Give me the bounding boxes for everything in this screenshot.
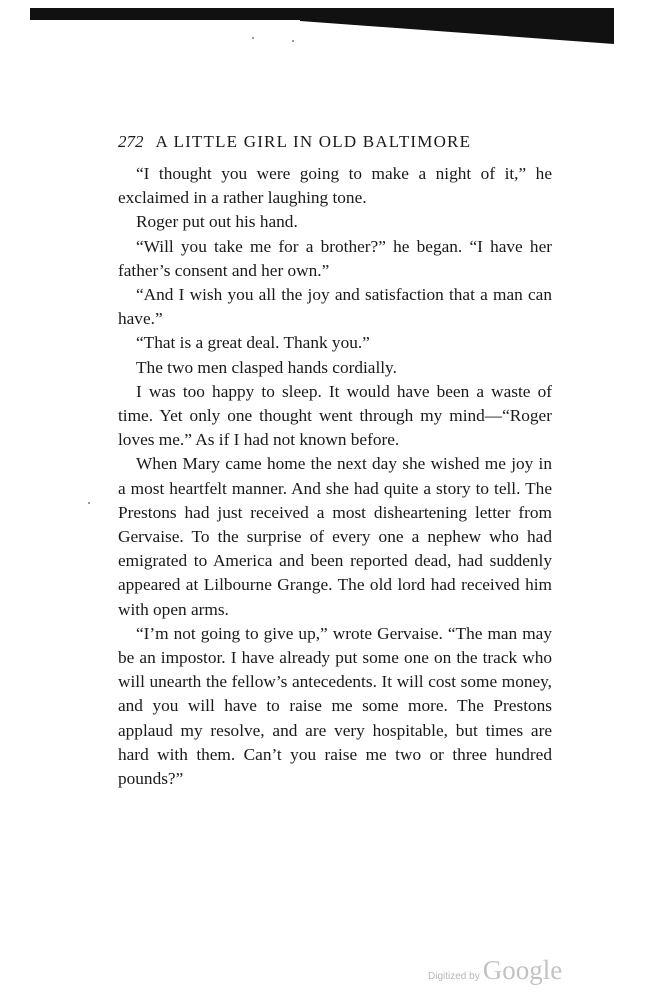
book-page	[118, 132, 552, 791]
scan-edge-shadow	[300, 8, 614, 44]
scan-speck	[252, 37, 254, 39]
scan-speck	[88, 502, 90, 504]
paragraph: I was too happy to sleep. It would have been a waste of time. Yet only one thought went through my mind—“Roger loves me.” As if I had not known before.	[118, 381, 552, 450]
paragraph: “I thought you were going to make a night of it,” he exclaimed in a rather laughing tone.	[118, 164, 552, 208]
paragraph: When Mary came home the next day she wished me joy in a most heartfelt manner. And she had quite a story to tell. The Prestons had just received a most disheartening letter from Gervaise. To the surprise of every one a nephew who had emigrated to America and been reported dead, had suddenly appeared at Lilbourne Grange. The old lord had received him with open arms.	[118, 454, 552, 619]
scan-speck	[292, 40, 294, 42]
paragraph: Roger put out his hand.	[136, 212, 298, 232]
paragraph: The two men clasped hands cordially.	[136, 357, 397, 377]
paragraph: “That is a great deal. Thank you.”	[136, 333, 370, 353]
paragraph: “Will you take me for a brother?” he began. “I have her father’s consent and her own.”	[118, 236, 552, 280]
running-title: A LITTLE GIRL IN OLD BALTIMORE	[155, 132, 472, 151]
paragraph: “And I wish you all the joy and satisfaction that a man can have.”	[118, 285, 552, 329]
page-number: 272	[118, 132, 144, 151]
running-header	[118, 132, 552, 152]
digitized-watermark	[428, 955, 562, 986]
paragraph: “I’m not going to give up,” wrote Gervaise. “The man may be an impostor. I have already put some one on the track who will unearth the fellow’s antecedents. It will cost some money, and you will have to raise me some more. The Prestons applaud my resolve, and are very hospitable, but times are hard with them. Can’t you raise me two or three hundred pounds?”	[118, 623, 552, 789]
google-logo: Google	[482, 955, 563, 985]
watermark-prefix: Digitized by	[428, 971, 480, 982]
